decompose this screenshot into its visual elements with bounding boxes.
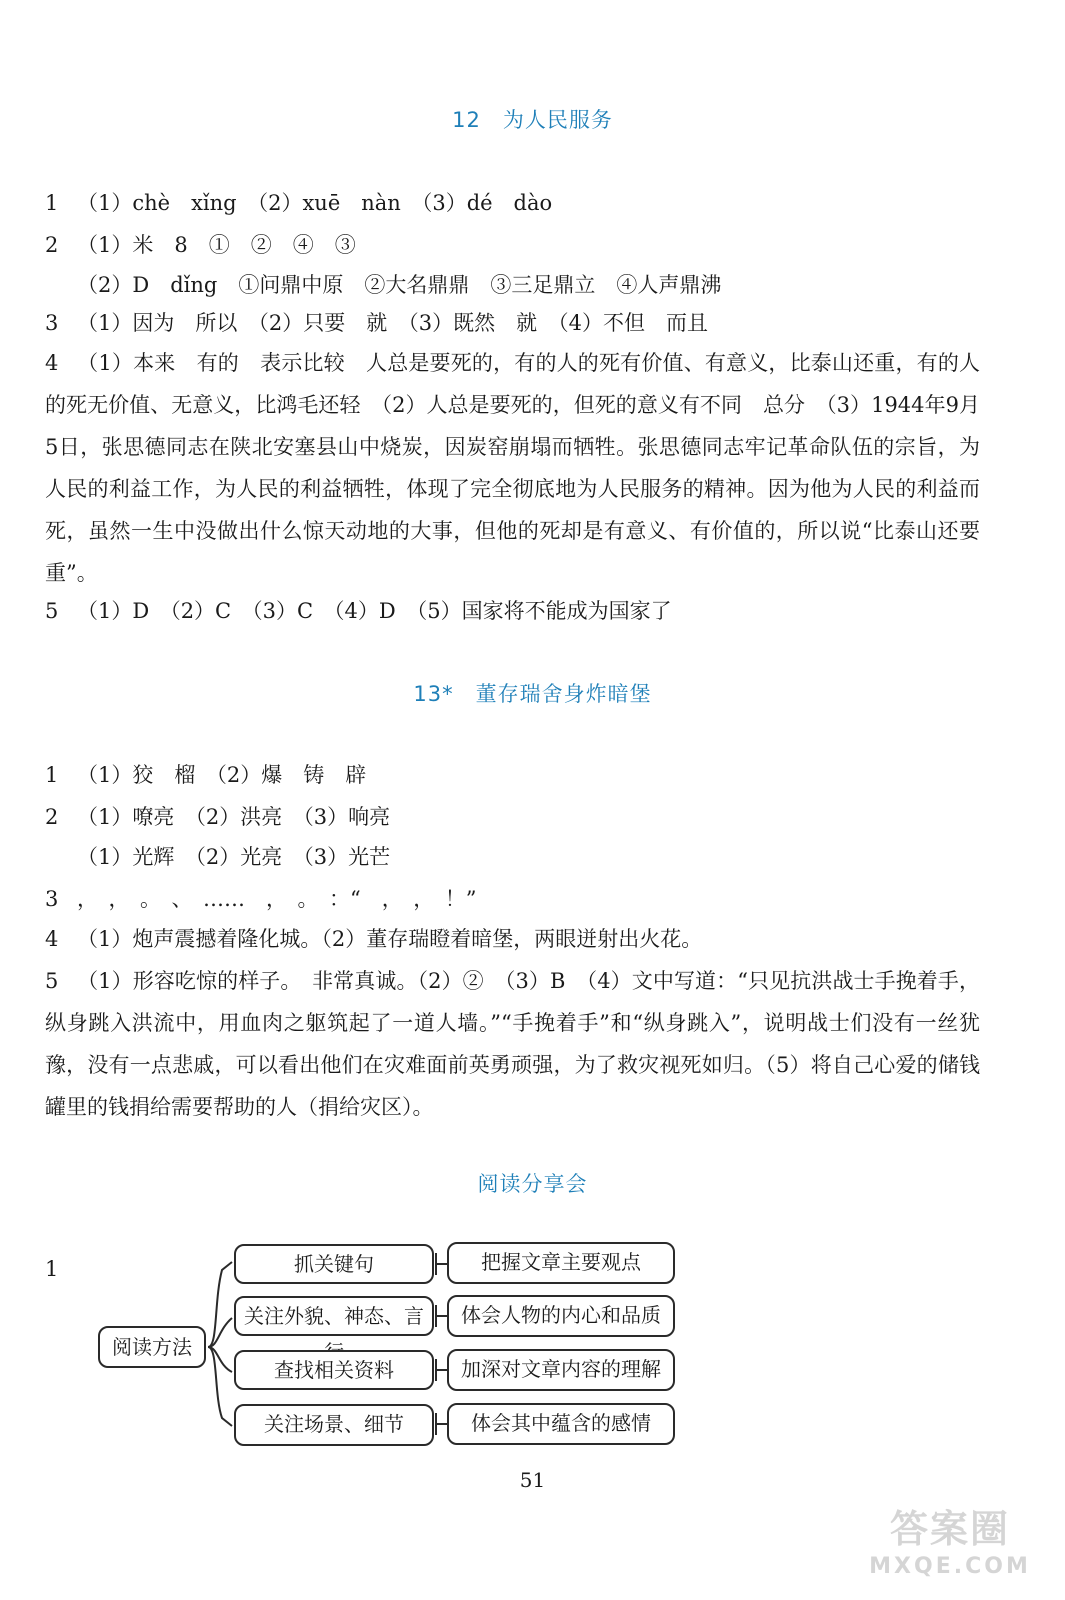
answer-text: （1）本来 有的 表示比较 人总是要死的，有的人的死有价值、有意义，比泰山还重，有的人的死无价值、无意义，比鸿毛还轻 （2）人总是要死的，但死的意义有不同 总分 （3）1944年9月5日，张思德同志在陕北安塞县山中烧炭，因炭窑崩塌而牺牲。张思德同志牢记革命队伍的宗旨，为人民的利益工作，为人民的利益牺牲，体现了完全彻底地为人民服务的精神。因为他为人民的利益而死，虽然一生中没做出什么惊天动地的大事，但他的死却是有意义、有价值的，所以说“比泰山还要重”。 [45,351,980,585]
question-number: 3 [45,887,59,911]
watermark-logo [855,1505,1045,1590]
mindmap-purpose-3: 加深对文章内容的理解 [447,1349,675,1391]
question-number: 5 [45,599,59,623]
mindmap-method-1: 抓关键句 [234,1244,434,1284]
answer-text: （1）形容吃惊的样子。 非常真诚。（2）② （3）B （4）文中写道：“只见抗洪战士手挽着手，纵身跳入洪流中，用血肉之躯筑起了一道人墙。”“手挽着手”和“纵身跳入”，说明战士们没有一丝犹豫，没有一点悲戚，可以看出他们在灾难面前英勇顽强，为了救灾视死如归。（5）将自己心爱的储钱罐里的钱捐给需要帮助的人（捐给灾区）。 [45,969,980,1119]
mindmap-purpose-4: 体会其中蕴含的感情 [447,1403,675,1445]
answer-text: （1）chè xǐng （2）xuē nàn （3）dé dào [77,191,553,215]
sharing-title: 阅读分享会 [477,1172,588,1196]
answer-text: （1）炮声震撼着隆化城。（2）董存瑞瞪着暗堡，两眼迸射出火花。 [77,927,703,951]
s13-q2-line2: （1）光辉 （2）光亮 （3）光芒 [77,845,391,869]
mindmap-method-4: 关注场景、细节 [234,1404,434,1446]
s12-q2-line2: （2）D dǐng ①问鼎中原 ②大名鼎鼎 ③三足鼎立 ④人声鼎沸 [77,273,722,297]
question-number: 1 [45,763,59,787]
answer-text: （1）D （2）C （3）C （4）D （5）国家将不能成为国家了 [77,599,672,623]
question-number: 3 [45,311,59,335]
answer-text: （1）米 8 ① ② ④ ③ [77,233,356,257]
mindmap-method-2: 关注外貌、神态、言 [234,1296,434,1336]
question-number: 4 [45,351,59,375]
section-12-title: 12 为人民服务 [452,108,613,132]
answer-text: （1）狡 榴 （2）爆 铸 辟 [77,763,367,787]
question-number: 4 [45,927,59,951]
watermark-bottom-text: MXQE.COM [869,1554,1031,1579]
question-number: 5 [45,969,59,993]
answer-text: ， ， 。 、 …… ， 。 ：“ ， ， ！” [77,887,477,911]
question-number: 1 [45,191,59,215]
answer-text: （1）因为 所以 （2）只要 就 （3）既然 就 （4）不但 而且 [77,311,708,335]
mindmap-method-3: 查找相关资料 [234,1350,434,1390]
question-number: 2 [45,805,59,829]
mindmap-root: 阅读方法 [98,1326,206,1368]
sharing-q1-number: 1 [45,1257,59,1281]
answer-text: （1）嘹亮 （2）洪亮 （3）响亮 [77,805,391,829]
watermark-top-text: 答案圈 [889,1507,1010,1551]
question-number: 2 [45,233,59,257]
mindmap-purpose-2: 体会人物的内心和品质 [447,1295,675,1337]
page-number: 51 [519,1468,546,1492]
section-13-title: 13* 董存瑞舍身炸暗堡 [413,682,652,706]
mindmap-purpose-1: 把握文章主要观点 [447,1242,675,1284]
